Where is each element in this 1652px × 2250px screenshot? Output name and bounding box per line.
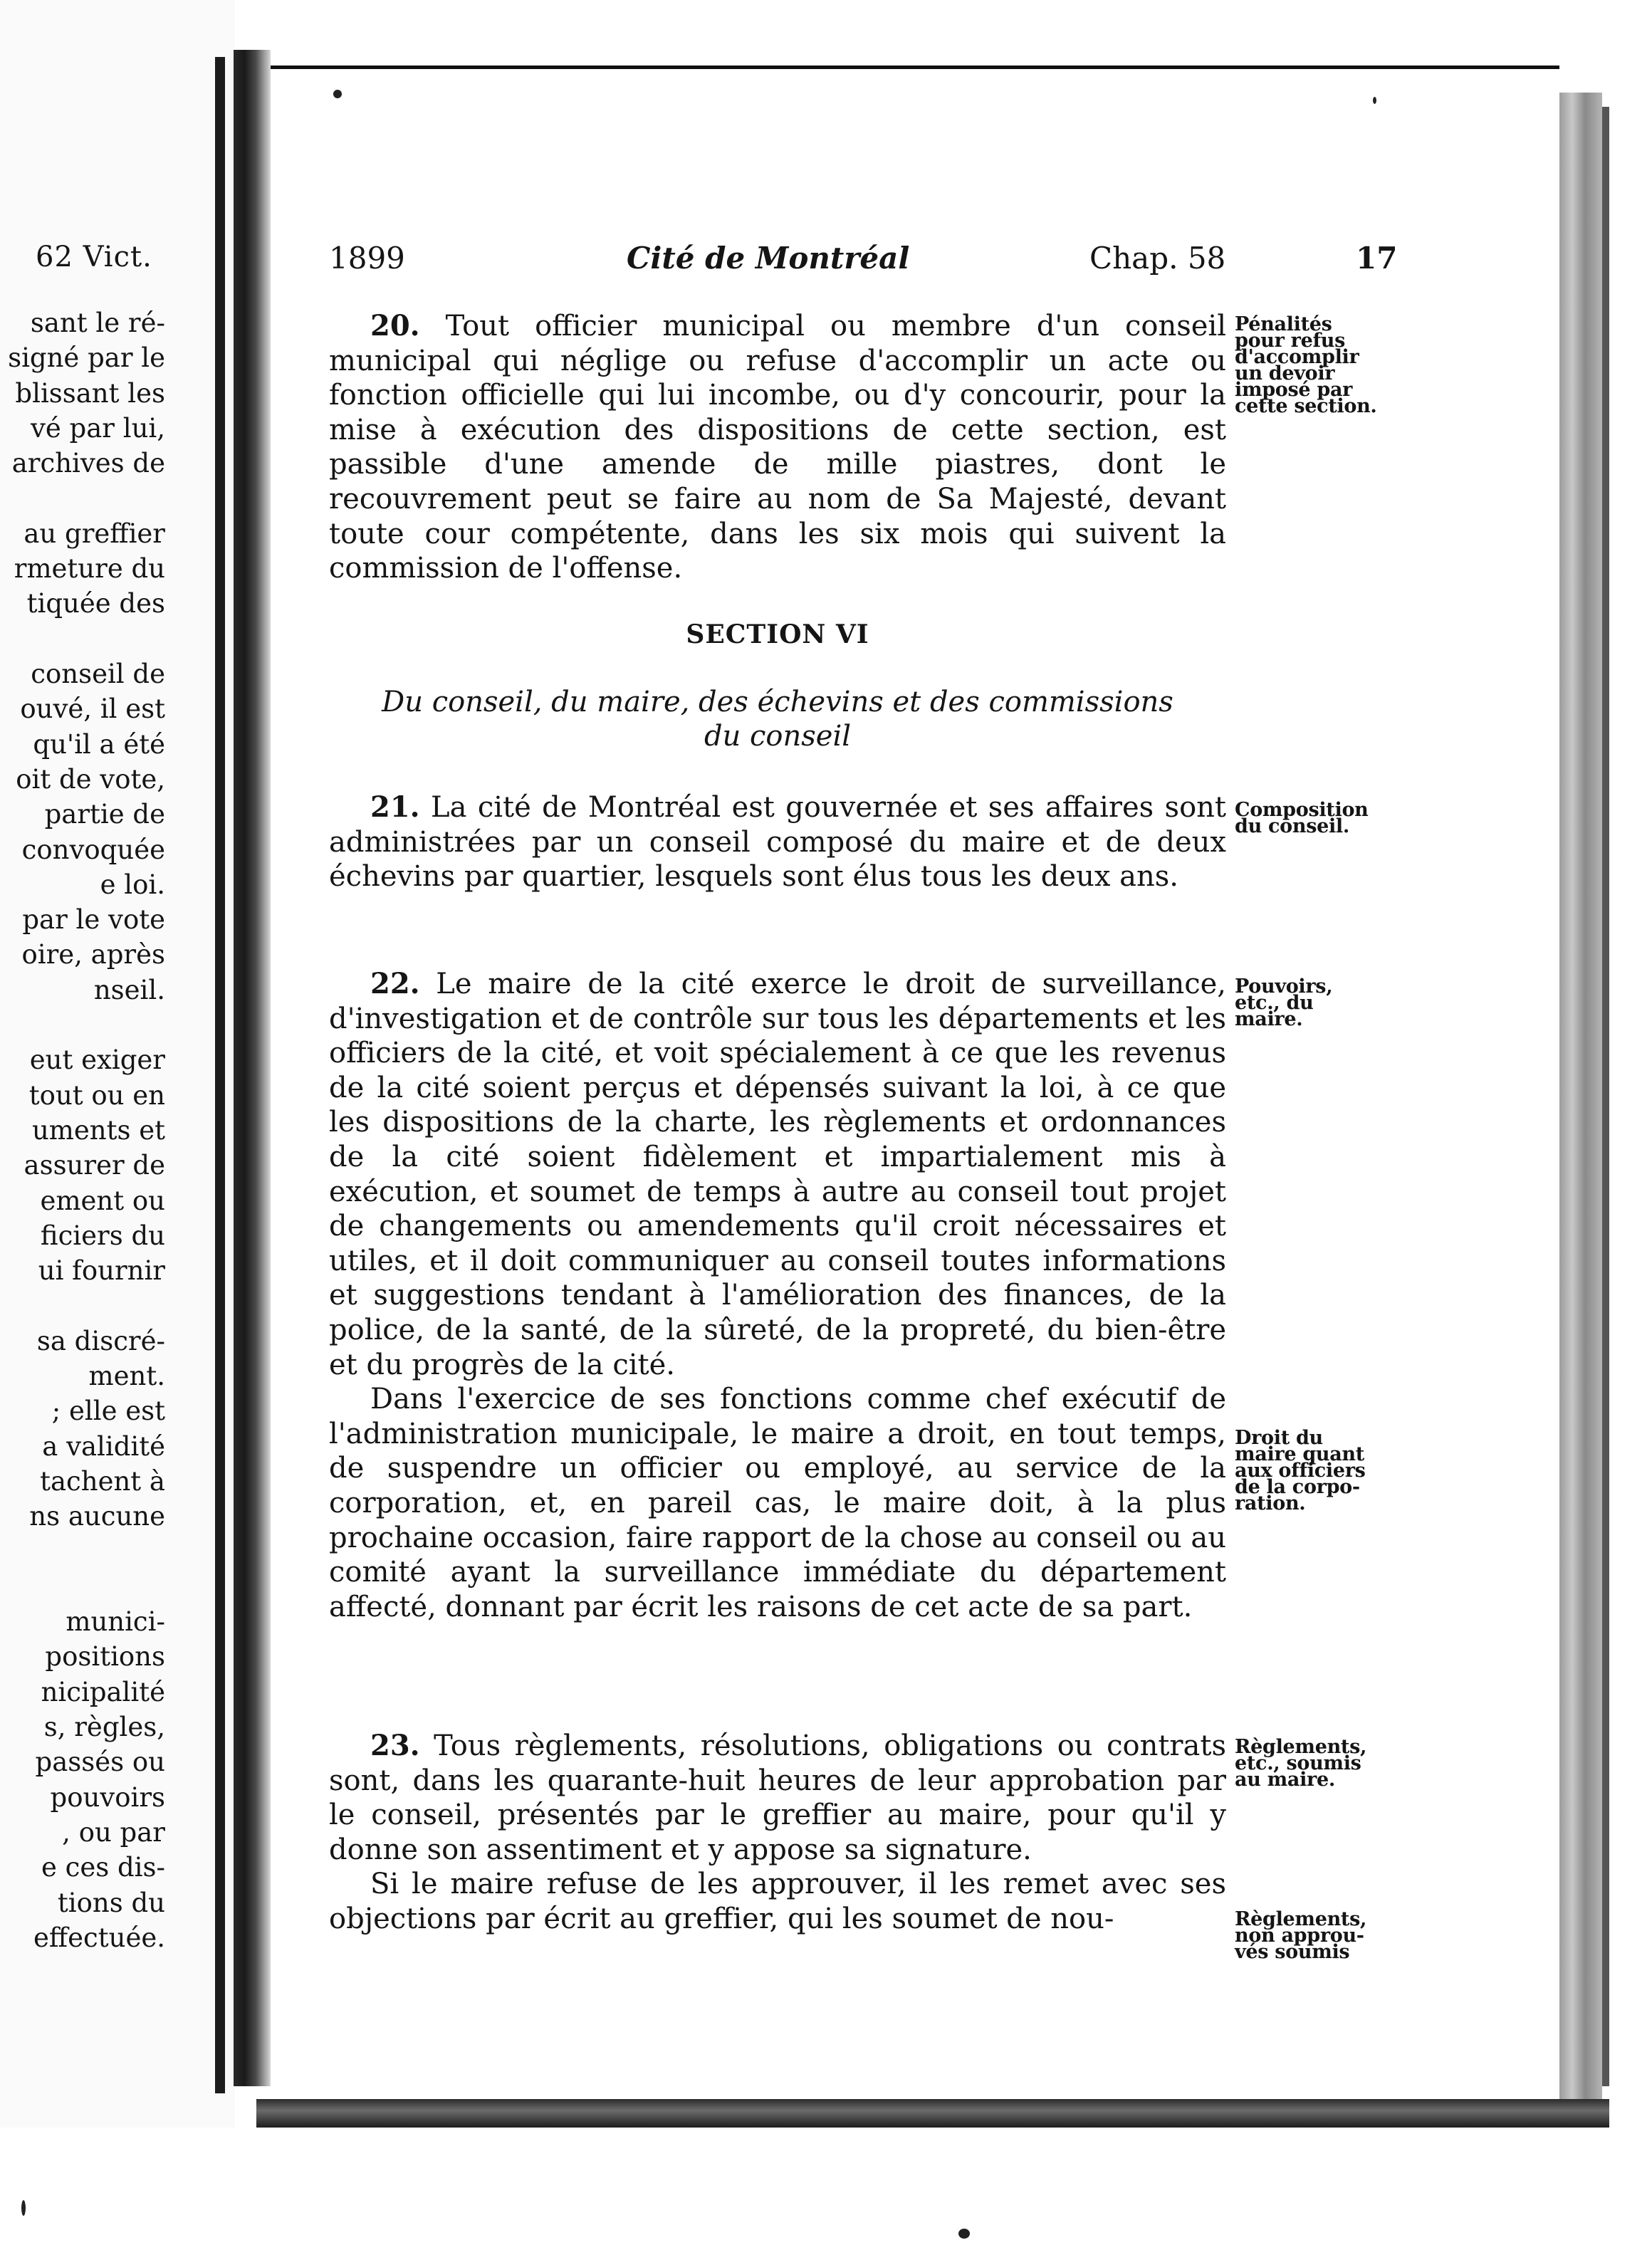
article-21	[329, 790, 1226, 894]
left-page-line: effectuée.	[33, 1922, 165, 1953]
margin-line: Droit du	[1235, 1427, 1323, 1449]
scan-speck	[1373, 97, 1376, 104]
article-23	[329, 1729, 1226, 1937]
scan-speck	[958, 2229, 970, 2239]
left-page-line: passés ou	[35, 1747, 165, 1778]
article-paragraph: Si le maire refuse de les approuver, il les remet avec ses objections par écrit au greffier, qui les soumet de nou-	[329, 1868, 1226, 1935]
left-page-line: tachent à	[40, 1465, 165, 1497]
left-page-line: pouvoirs	[50, 1781, 165, 1813]
margin-line: Pénalités	[1235, 313, 1332, 335]
margin-note-droit-du-maire	[1235, 1427, 1413, 1514]
article-number: 21.	[370, 790, 420, 824]
left-page-line: au greffier	[23, 518, 165, 549]
left-page-line: positions	[45, 1641, 165, 1673]
left-page-line: vé par lui,	[30, 412, 165, 444]
scan-background	[0, 2128, 1652, 2250]
left-page-line: sa discré-	[36, 1325, 165, 1356]
left-page-line: tions du	[57, 1887, 165, 1918]
margin-line: ration.	[1235, 1492, 1306, 1514]
left-page-line: ; elle est	[51, 1396, 165, 1427]
article-text: Tous règlements, résolutions, obligations ou contrats sont, dans les quarante-huit heures de leur approbation par le conseil, présentés par le greffier au maire, pour qu'il y donne son assentiment et y appose sa signature.	[329, 1730, 1226, 1866]
margin-line: au maire.	[1235, 1769, 1335, 1791]
page-edge	[1559, 93, 1602, 2100]
left-page-header: 62 Vict.	[36, 241, 152, 273]
left-page-line: par le vote	[22, 904, 165, 936]
left-page-line: uments et	[31, 1114, 165, 1146]
margin-line: de la corpo-	[1235, 1476, 1360, 1498]
margin-line: un devoir	[1235, 362, 1335, 384]
left-page-line: ficiers du	[40, 1220, 165, 1251]
left-page-line: archives de	[11, 448, 165, 479]
article-text: Le maire de la cité exerce le droit de surveillance, d'investigation et de contrôle sur tous les départements et les officiers de la cité, et voit spécialement à ce que les revenus de la cité soient perçus et dépensés suivant la loi, à ce que les dispositions de la charte, les règlements et ordonnances de la cité soient fidèlement et impartialement mis à exécution, et soumet de temps à autre au conseil tout projet de changements ou amendements qu'il croit nécessaires et utiles, et il doit communiquer au conseil toutes informations et suggestions tendant à l'amélioration des finances, de la police, de la santé, de la sûreté, de la propreté, du bien-être et du progrès de la cité.	[329, 968, 1226, 1381]
left-page-line: convoquée	[21, 834, 165, 865]
left-page-line: ns aucune	[29, 1501, 165, 1532]
margin-note-composition	[1235, 799, 1413, 837]
margin-line: imposé par	[1235, 379, 1353, 401]
gutter-line	[215, 57, 225, 2093]
margin-line: du conseil.	[1235, 815, 1349, 837]
left-page-line: munici-	[66, 1606, 165, 1638]
margin-note-reglements-soumis	[1235, 1736, 1413, 1791]
article-number: 23.	[370, 1729, 420, 1762]
scan-speck	[333, 90, 342, 98]
left-page-line: eut exiger	[29, 1045, 165, 1076]
margin-note-pouvoirs	[1235, 975, 1413, 1030]
left-page-line: assurer de	[23, 1150, 165, 1181]
margin-line: maire quant	[1235, 1443, 1364, 1465]
article-22	[329, 967, 1226, 1624]
margin-line: vés soumis	[1235, 1941, 1350, 1963]
running-head-title: Cité de Montréal	[627, 241, 910, 276]
running-head-year: 1899	[329, 241, 405, 276]
section-subtitle-line-2: du conseil	[704, 720, 852, 753]
article-20	[329, 309, 1226, 586]
left-page-line: tiquée des	[26, 588, 165, 619]
left-page-line: rmeture du	[14, 553, 165, 585]
left-page-line: s, règles,	[43, 1712, 165, 1742]
article-number: 20.	[370, 309, 420, 342]
left-page-line: sant le ré-	[30, 308, 165, 338]
margin-line: non approu-	[1235, 1925, 1364, 1947]
article-number: 22.	[370, 967, 420, 1000]
margin-line: Composition	[1235, 799, 1369, 821]
left-page-line: nicipalité	[41, 1676, 165, 1707]
margin-line: Pouvoirs,	[1235, 975, 1333, 998]
book-bottom-edge	[256, 2099, 1609, 2128]
margin-line: aux officiers	[1235, 1460, 1366, 1482]
left-page-line: a validité	[42, 1430, 165, 1462]
book-gutter	[234, 50, 271, 2086]
article-text: Tout officier municipal ou membre d'un conseil municipal qui néglige ou refuse d'accomplir un acte ou fonction officielle qui lui incombe, ou d'y concourir, pour la mise à exécution des dispositions de cette section, est passible d'une amende de mille piastres, dont le recouvrement peut se faire au nom de Sa Majesté, devant toute cour compétente, dans les six mois qui suivent la commission de l'offense.	[329, 310, 1226, 585]
margin-line: d'accomplir	[1235, 346, 1359, 368]
left-page-line: , ou par	[62, 1816, 165, 1848]
left-page-line: tout ou en	[28, 1079, 165, 1111]
margin-line: Règlements,	[1235, 1736, 1367, 1758]
page-edge-shadow	[1602, 107, 1609, 2086]
margin-line: etc., du	[1235, 992, 1314, 1014]
margin-line: cette section.	[1235, 395, 1377, 417]
left-page-line: ui fournir	[38, 1255, 165, 1287]
margin-line: maire.	[1235, 1008, 1303, 1030]
left-page-line: ouvé, il est	[20, 694, 165, 725]
margin-line: etc., soumis	[1235, 1752, 1361, 1774]
margin-line: Règlements,	[1235, 1908, 1367, 1930]
left-page-line: e loi.	[100, 869, 165, 900]
section-title: SECTION VI	[686, 619, 869, 649]
left-page-line: qu'il a été	[33, 728, 165, 760]
page-number: 17	[1356, 241, 1398, 276]
running-head-chapter: Chap. 58	[1089, 241, 1226, 276]
left-page-line: ment.	[88, 1361, 165, 1391]
margin-note-penalites	[1235, 313, 1413, 417]
article-paragraph: Dans l'exercice de ses fonctions comme chef exécutif de l'administration municipale, le maire a droit, en tout temps, de suspendre un officier ou employé, au service de la corporation, et, en pareil cas, le maire doit, à la plus prochaine occasion, faire rapport de la chose au conseil ou au comité ayant la surveillance immédiate du département affecté, donnant par écrit les raisons de cet acte de sa part.	[329, 1383, 1226, 1623]
article-text: La cité de Montréal est gouvernée et ses affaires sont administrées par un conseil composé du maire et de deux échevins par quartier, lesquels sont élus tous les deux ans.	[329, 791, 1226, 894]
left-page-line: e ces dis-	[41, 1852, 165, 1883]
left-page-line: blissant les	[15, 377, 165, 409]
left-page-line: nseil.	[93, 974, 165, 1005]
section-subtitle	[329, 685, 1226, 753]
left-page-line: conseil de	[31, 659, 165, 689]
left-page-line: partie de	[44, 799, 165, 830]
left-page-line: oire, après	[21, 939, 165, 970]
left-page-line: ement ou	[40, 1185, 165, 1216]
left-page-line: oit de vote,	[16, 763, 165, 795]
left-page-line: signé par le	[8, 342, 165, 374]
margin-note-reglements-non-approuves	[1235, 1908, 1413, 1963]
section-subtitle-line-1: Du conseil, du maire, des échevins et des commissions	[382, 686, 1173, 718]
scan-speck	[21, 2200, 26, 2216]
margin-line: pour refus	[1235, 330, 1345, 352]
